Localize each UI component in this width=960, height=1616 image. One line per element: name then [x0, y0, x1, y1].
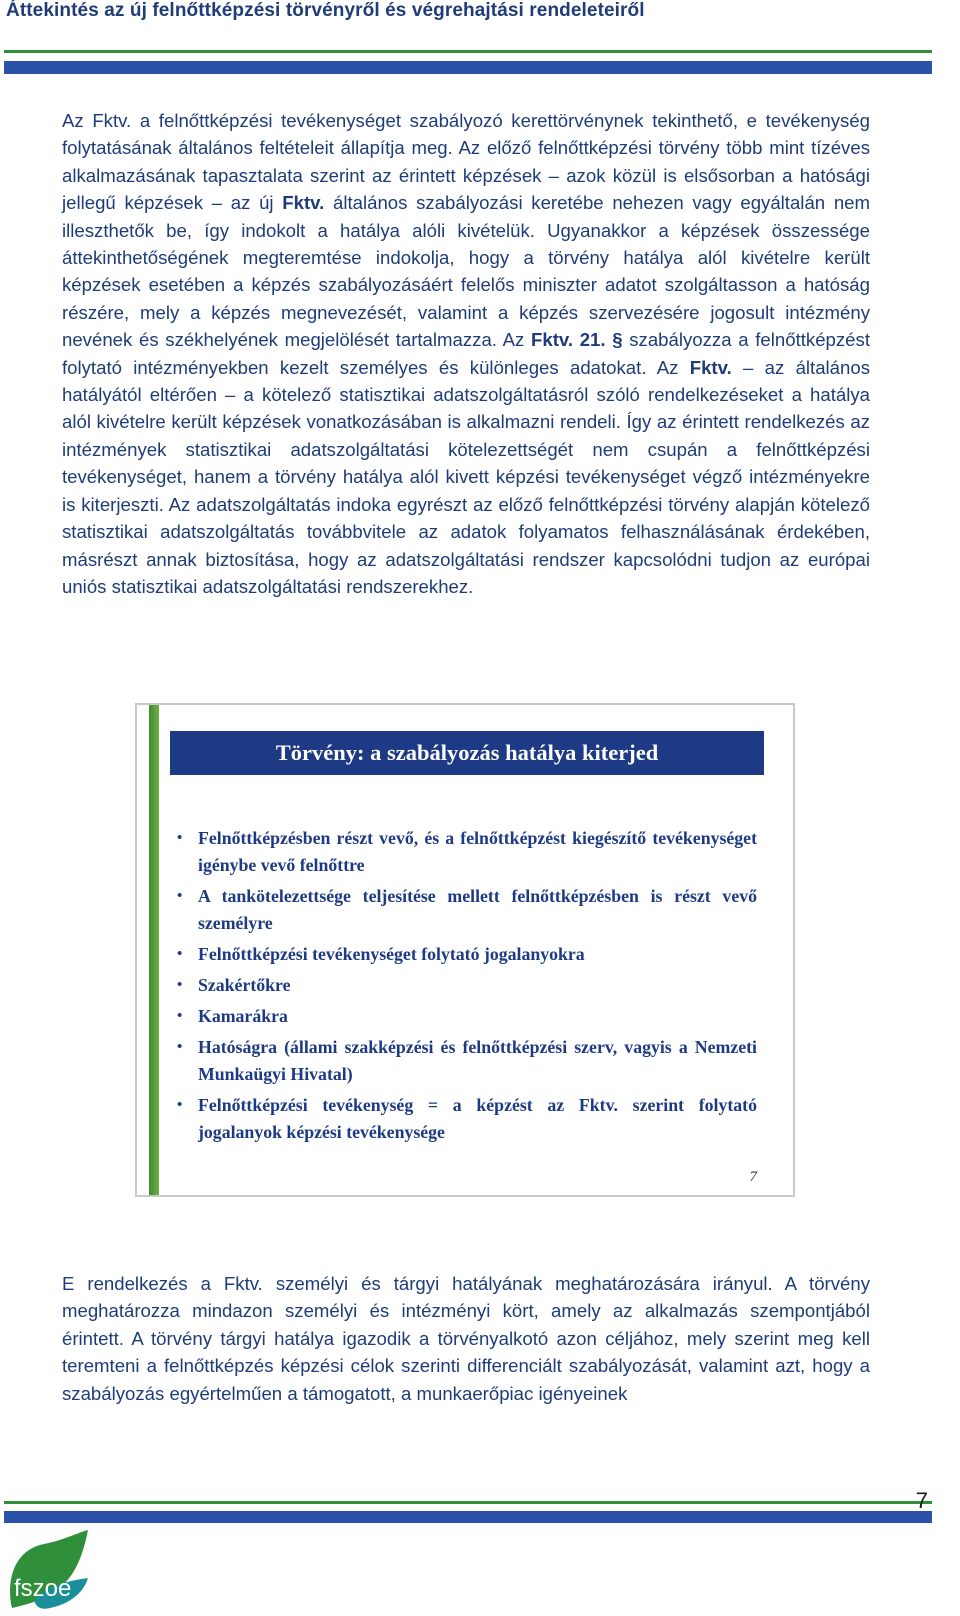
footer-divider-blue — [4, 1511, 932, 1523]
fktv-highlight-1: Fktv. — [282, 192, 325, 214]
paragraph-1-text-4: – az általános hatályától eltérően – a kötelező statisztikai adatszolgáltatásról szóló rendelkezéseket a hatálya alól kivételre került képzések vonatkozásában is alkalmazni rendeli. Így az érintett rendelkezés az intézmények statisztikai adatszolgáltatási kötelezettségét nem csupán a felnőttképzési tevékenységet, hanem a törvény hatálya alól kivett képzési tevékenységet végző intézményekre is kiterjeszti. Az adatszolgáltatás indoka egyrészt az előző felnőttképzési törvény alapján kötelező statisztikai adatszolgáltatás továbbvitele az adatok folyamatos felhasználásának érdekében, másrészt annak biztosítása, hogy az adatszolgáltatási rendszer kapcsolódni tudjon az európai uniós statisztikai adatszolgáltatási rendszerekhez. — [62, 356, 871, 597]
bullet-icon: • — [177, 1097, 183, 1113]
bullet-icon: • — [177, 977, 183, 993]
slide-bullet-item: • Hatóságra (állami szakképzési és felnőttképzési szerv, vagyis a Nemzeti Munkaügyi Hivatal) — [177, 1034, 757, 1088]
slide-bullet-item: • Felnőttképzési tevékenységet folytató jogalanyokra — [177, 941, 757, 968]
bullet-icon: • — [177, 888, 183, 904]
slide-green-stripe — [149, 705, 159, 1195]
slide-bullet-item: • Kamarákra — [177, 1003, 757, 1030]
bullet-icon: • — [177, 946, 183, 962]
document-header-title: Áttekintés az új felnőttképzési törvényről és végrehajtási rendeleteiről — [6, 0, 645, 21]
slide-bullet-item: • Felnőttképzési tevékenység = a képzést az Fktv. szerint folytató jogalanyok képzési tevékenysége — [177, 1092, 757, 1146]
body-paragraph-2: E rendelkezés a Fktv. személyi és tárgyi hatályának meghatározására irányul. A törvény meghatározza mindazon személyi és intézményi kört, amely az alkalmazás szempontjából érintett. A törvény tárgyi hatálya igazodik a törvényalkotó azon céljához, mely szerint meg kell teremteni a felnőttképzés képzési célok szerinti differenciált szabályozását, valamint azt, hogy a szabályozás egyértelműen a támogatott, a munkaerőpiac igényeinek — [62, 1273, 870, 1404]
bullet-icon: • — [177, 1008, 183, 1024]
bullet-icon: • — [177, 1039, 183, 1055]
page-number: 7 — [915, 1488, 928, 1513]
footer-divider-green — [4, 1501, 932, 1504]
slide-bullet-item: • Felnőttképzésben részt vevő, és a felnőttképzést kiegészítő tevékenységet igénybe vevő felnőttre — [177, 825, 757, 879]
body-paragraph-1 — [62, 107, 870, 600]
bullet-icon: • — [177, 830, 183, 846]
paragraph-1-text-2: általános szabályozási keretébe nehezen vagy egyáltalán nem illeszthetők be, így indokolt a hatálya alóli kivételük. Ugyanakkor a képzések összessége áttekinthetőségének megteremtése indokolja, hogy a törvény hatálya alól kivételre került képzések esetében a képzés szabályozásáért felelős miniszter adatot szolgáltasson a hatóság részére, mely a képzés megnevezését, valamint a képzés szervezésére jogosult intézmény nevének és székhelyének megjelölését tartalmazza. Az — [62, 192, 870, 351]
slide-bullet-item: • Szakértőkre — [177, 972, 757, 999]
logo-text: fszoe — [14, 1575, 72, 1602]
fktv-highlight-3: Fktv. — [689, 356, 732, 378]
header-divider-blue — [4, 61, 932, 74]
slide-image — [135, 703, 795, 1197]
fszoe-logo-icon — [4, 1530, 94, 1612]
fktv-highlight-2: Fktv. 21. § — [531, 329, 623, 351]
paragraph-1-text-1: Az Fktv. a felnőttképzési tevékenységet szabályozó kerettörvénynek tekinthető, e tevékenység folytatásának általános feltételeit állapítja meg. Az előző felnőttképzési törvény több mint tízéves alkalmazásának tapasztalata szerint az érintett képzések – azok közül is elsősorban a hatósági jellegű képzések – az új — [62, 110, 870, 214]
paragraph-1-text-3: szabályozza a felnőttképzést folytató intézményekben kezelt személyes és különleges adatokat. Az — [62, 329, 870, 378]
header-divider-green — [4, 50, 932, 53]
slide-bullet-item: • A tankötelezettsége teljesítése mellett felnőttképzésben is részt vevő személyre — [177, 883, 757, 937]
slide-title: Törvény: a szabályozás hatálya kiterjed — [170, 731, 764, 775]
slide-bullet-list — [177, 825, 757, 1150]
slide-number: 7 — [749, 1169, 757, 1185]
